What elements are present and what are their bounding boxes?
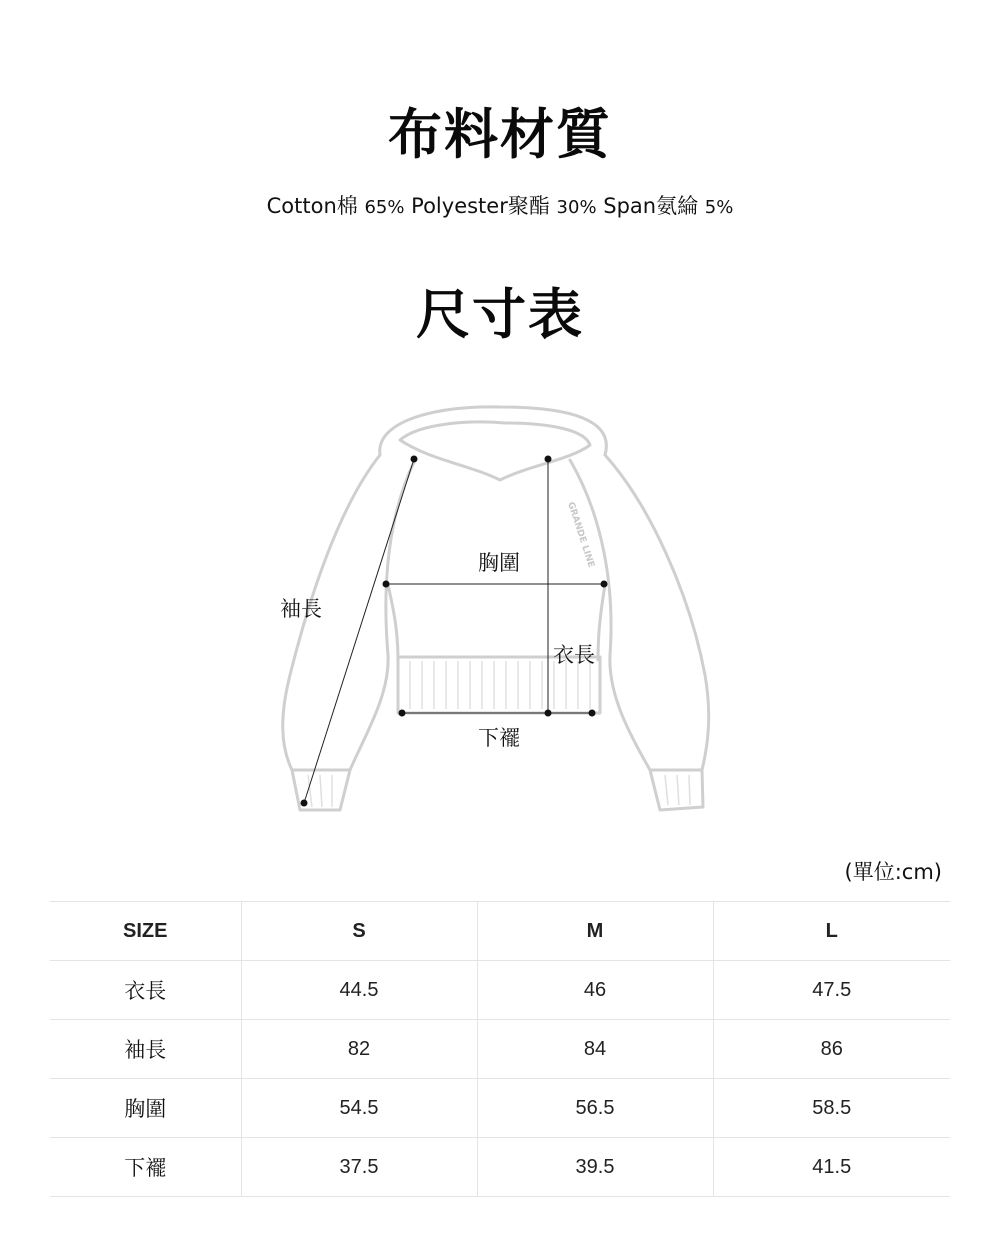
header-size: SIZE (50, 902, 241, 961)
table-cell: 44.5 (241, 961, 477, 1020)
size-table (50, 901, 950, 1197)
table-cell: 39.5 (477, 1138, 713, 1197)
material-name: Span氨綸 (603, 194, 699, 218)
sleeve-length-label: 袖長 (280, 597, 322, 621)
hoodie-illustration (270, 395, 730, 825)
table-row (50, 1138, 950, 1197)
header-l: L (713, 902, 950, 961)
fabric-title: 布料材質 (388, 103, 612, 166)
header-s: S (241, 902, 477, 961)
row-label: 衣長 (50, 961, 241, 1020)
table-cell: 58.5 (713, 1079, 950, 1138)
table-row (50, 961, 950, 1020)
unit-label: (單位:cm) (844, 860, 942, 884)
table-cell: 56.5 (477, 1079, 713, 1138)
material-name: Polyester聚酯 (411, 194, 550, 218)
table-row (50, 1020, 950, 1079)
hem-label: 下襬 (478, 726, 520, 750)
brand-text: GRANDE LINE (565, 500, 596, 569)
fabric-composition (0, 190, 1000, 220)
row-label: 胸圍 (50, 1079, 241, 1138)
chest-label: 胸圍 (478, 551, 520, 575)
material-percent: 30% (556, 197, 597, 218)
size-chart-title: 尺寸表 (416, 283, 584, 346)
row-label: 袖長 (50, 1020, 241, 1079)
table-cell: 54.5 (241, 1079, 477, 1138)
table-cell: 86 (713, 1020, 950, 1079)
table-header-row (50, 902, 950, 961)
material-percent: 65% (364, 197, 405, 218)
material-name: Cotton棉 (266, 194, 358, 218)
material-percent: 5% (704, 197, 734, 218)
table-cell: 46 (477, 961, 713, 1020)
table-cell: 47.5 (713, 961, 950, 1020)
body-length-label: 衣長 (553, 643, 595, 667)
table-row (50, 1079, 950, 1138)
row-label: 下襬 (50, 1138, 241, 1197)
table-cell: 82 (241, 1020, 477, 1079)
table-cell: 41.5 (713, 1138, 950, 1197)
header-m: M (477, 902, 713, 961)
table-cell: 37.5 (241, 1138, 477, 1197)
table-cell: 84 (477, 1020, 713, 1079)
hoodie-measurement-diagram (270, 395, 730, 825)
